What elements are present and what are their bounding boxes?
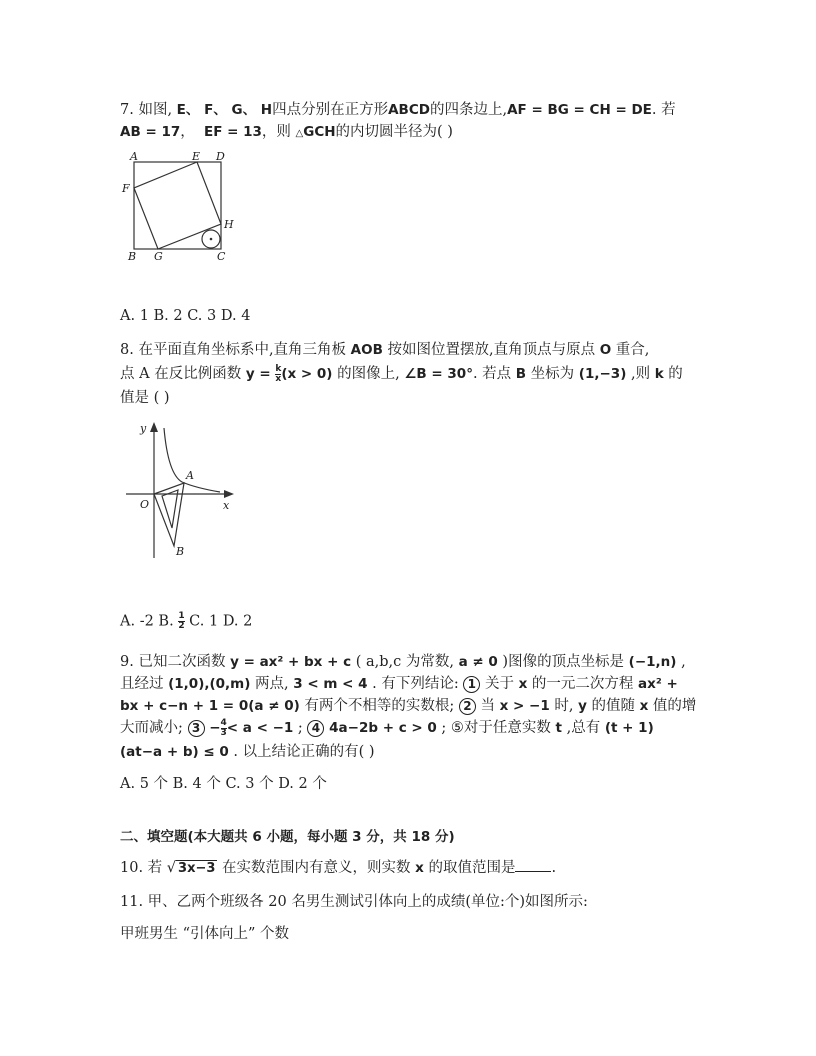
label-o: O <box>140 498 150 511</box>
q11-subtitle: 甲班男生 “引体向上” 个数 <box>120 926 290 942</box>
square-abcd <box>134 162 221 249</box>
label-h: H <box>224 218 234 231</box>
label-a: A <box>130 150 138 163</box>
label-f: F <box>122 182 130 195</box>
q7-line1: 7. 如图, E、 F、 G、 H四点分别在正方形ABCD的四条边上,AF = BG = CH = DE. 若 <box>120 102 676 118</box>
section2-heading: 二、填空题(本大题共 6 小题，每小题 3 分，共 18 分) <box>120 829 455 845</box>
triangle-aob-outer <box>154 483 184 546</box>
inner-square-efgh <box>134 162 221 249</box>
label-c: C <box>217 250 226 263</box>
label-e: E <box>192 150 201 163</box>
q11-line: 11. 甲、乙两个班级各 20 名男生测试引体向上的成绩(单位:个)如图所示: <box>120 894 588 910</box>
q9-line2: 且经过 (1,0),(0,m) 两点, 3 < m < 4 . 有下列结论: 1 关于 x 的一元二次方程 ax² + <box>120 676 678 692</box>
q8-line2: 点 A 在反比例函数 y = $\frac{k}{x}$ (x > 0) 的图像上, ∠B = 30°. 若点 B 坐标为 (1,−3) ,则 k 的 <box>120 363 683 384</box>
label-b: B <box>176 545 185 558</box>
q7-line2: AB = 17， EF = 13，则 △GCH的内切圆半径为( ) <box>120 124 453 140</box>
q8-line3: 值是 ( ) <box>120 390 170 406</box>
q10-line: 10. 若 √ 3x−3 在实数范围内有意义，则实数 x 的取值范围是 . <box>120 860 557 876</box>
x-axis-arrow <box>224 490 234 498</box>
label-y: y <box>140 422 147 435</box>
label-g: G <box>154 250 163 263</box>
q8-options: A. -2 B. $\frac{1}{2}$ C. 1 D. 2 <box>120 611 253 631</box>
incircle-center <box>210 238 213 241</box>
q9-line3: bx + c−n + 1 = 0(a ≠ 0) 有两个不相等的实数根; 2 当 x > −1 时, y 的值随 x 值的增 <box>120 698 697 714</box>
label-b: B <box>128 250 137 263</box>
y-axis-arrow <box>150 422 158 432</box>
q9-line1: 9. 已知二次函数 y = ax² + bx + c ( a,b,c 为常数, a ≠ 0 )图像的顶点坐标是 (−1,n) , <box>120 654 686 670</box>
answer-blank[interactable] <box>515 859 551 872</box>
hyperbola-curve <box>164 428 220 492</box>
q8-line1: 8. 在平面直角坐标系中,直角三角板 AOB 按如图位置摆放,直角顶点与原点 O 重合, <box>120 342 650 358</box>
q7-options: A. 1 B. 2 C. 3 D. 4 <box>120 308 251 324</box>
label-x: x <box>223 499 230 512</box>
label-d: D <box>216 150 225 163</box>
q9-options: A. 5 个 B. 4 个 C. 3 个 D. 2 个 <box>120 776 327 792</box>
q7-figure <box>118 148 238 266</box>
label-a: A <box>186 469 194 482</box>
q8-figure <box>120 416 240 562</box>
q9-line4: 大而减小; 3 − $\frac{4}{3}$ < a < −1 ; 4 4a−2b + c > 0 ; ⑤对于任意实数 t ,总有 (t + 1) <box>120 717 654 738</box>
q9-line5: (at−a + b) ≤ 0 . 以上结论正确的有( ) <box>120 744 375 760</box>
